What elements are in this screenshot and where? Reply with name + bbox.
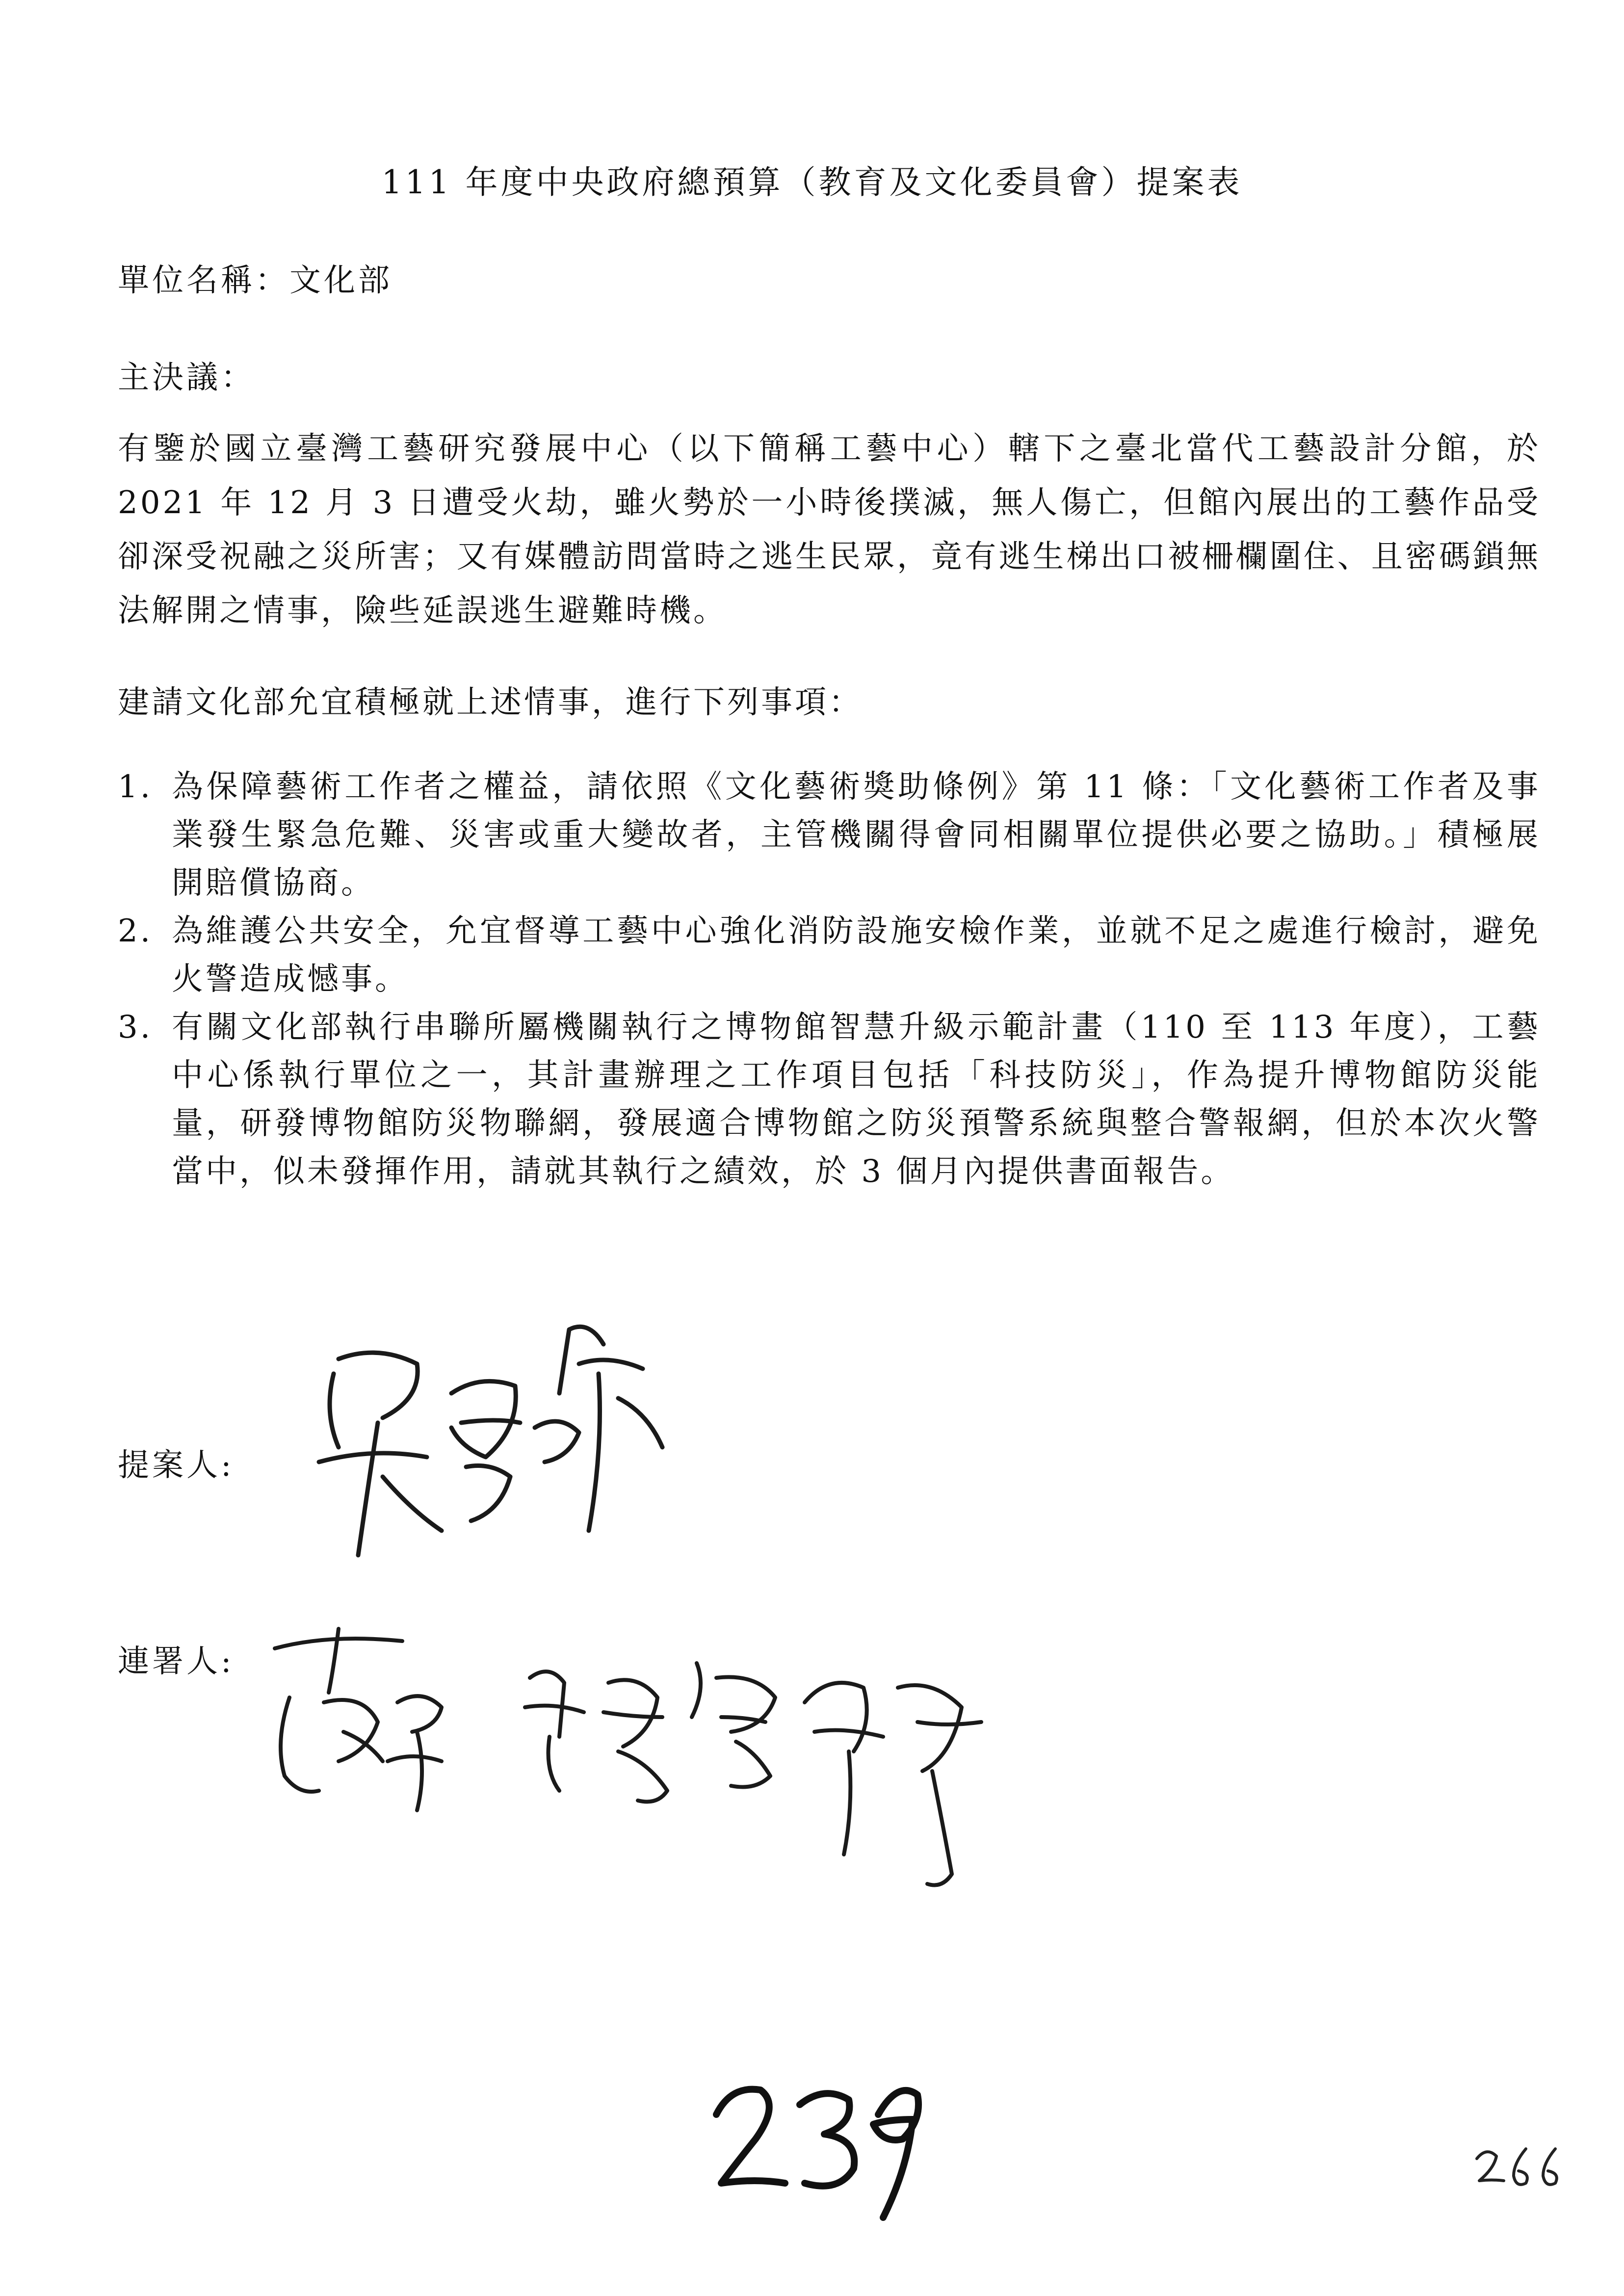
list-item [118,1003,1541,1196]
cosigner-label: 連署人: [118,1644,235,1680]
proposer-label: 提案人: [118,1447,235,1484]
request-line: 建請文化部允宜積極就上述情事，進行下列事項： [118,684,863,721]
main-paragraph: 有鑒於國立臺灣工藝研究發展中心（以下簡稱工藝中心）轄下之臺北當代工藝設計分館，於 2021 年 12 月 3 日遭受火劫，雖火勢於一小時後撲滅，無人傷亡，但館內展出的工藝作品受卻深受祝融之災所害；又有媒體訪問當時之逃生民眾，竟有逃生梯出口被柵欄圍住、且密碼鎖無法解開之情事，險些延誤逃生避難時機。 [118,431,1541,629]
document-title: 111 年度中央政府總預算（教育及文化委員會）提案表 [381,163,1243,201]
handwritten-corner-number [1467,2139,1565,2200]
unit-name: 單位名稱：文化部 [118,262,393,299]
list-item-number: 1. [118,769,153,805]
list-item [118,907,1541,1003]
list-item-number: 2. [118,913,153,949]
handwritten-page-number [702,2061,932,2224]
resolution-heading: 主決議： [118,360,255,396]
list-item-text: 為維護公共安全，允宜督導工藝中心強化消防設施安檢作業，並就不足之處進行檢討，避免火警造成憾事。 [172,913,1541,997]
request-items-list [118,763,1541,1196]
list-item-number: 3. [118,1009,153,1045]
list-item-text: 為保障藝術工作者之權益，請依照《文化藝術獎助條例》第 11 條：「文化藝術工作者及事業發生緊急危難、災害或重大變故者，主管機關得會同相關單位提供必要之協助。」積極展開賠償協商。 [172,769,1541,901]
list-item-text: 有關文化部執行串聯所屬機關執行之博物館智慧升級示範計畫（110 至 113 年度），工藝中心係執行單位之一，其計畫辦理之工作項目包括「科技防災」，作為提升博物館防災能量，研發博物館防災物聯網，發展適合博物館之防災預警系統與整合警報網，但於本次火警當中，似未發揮作用，請就其執行之績效，於 3 個月內提供書面報告。 [172,1009,1541,1190]
cosigner-signature-1 [255,1614,481,1830]
list-item [118,763,1541,907]
cosigner-signature-2 [510,1644,1001,1899]
proposer-signature [304,1300,707,1575]
